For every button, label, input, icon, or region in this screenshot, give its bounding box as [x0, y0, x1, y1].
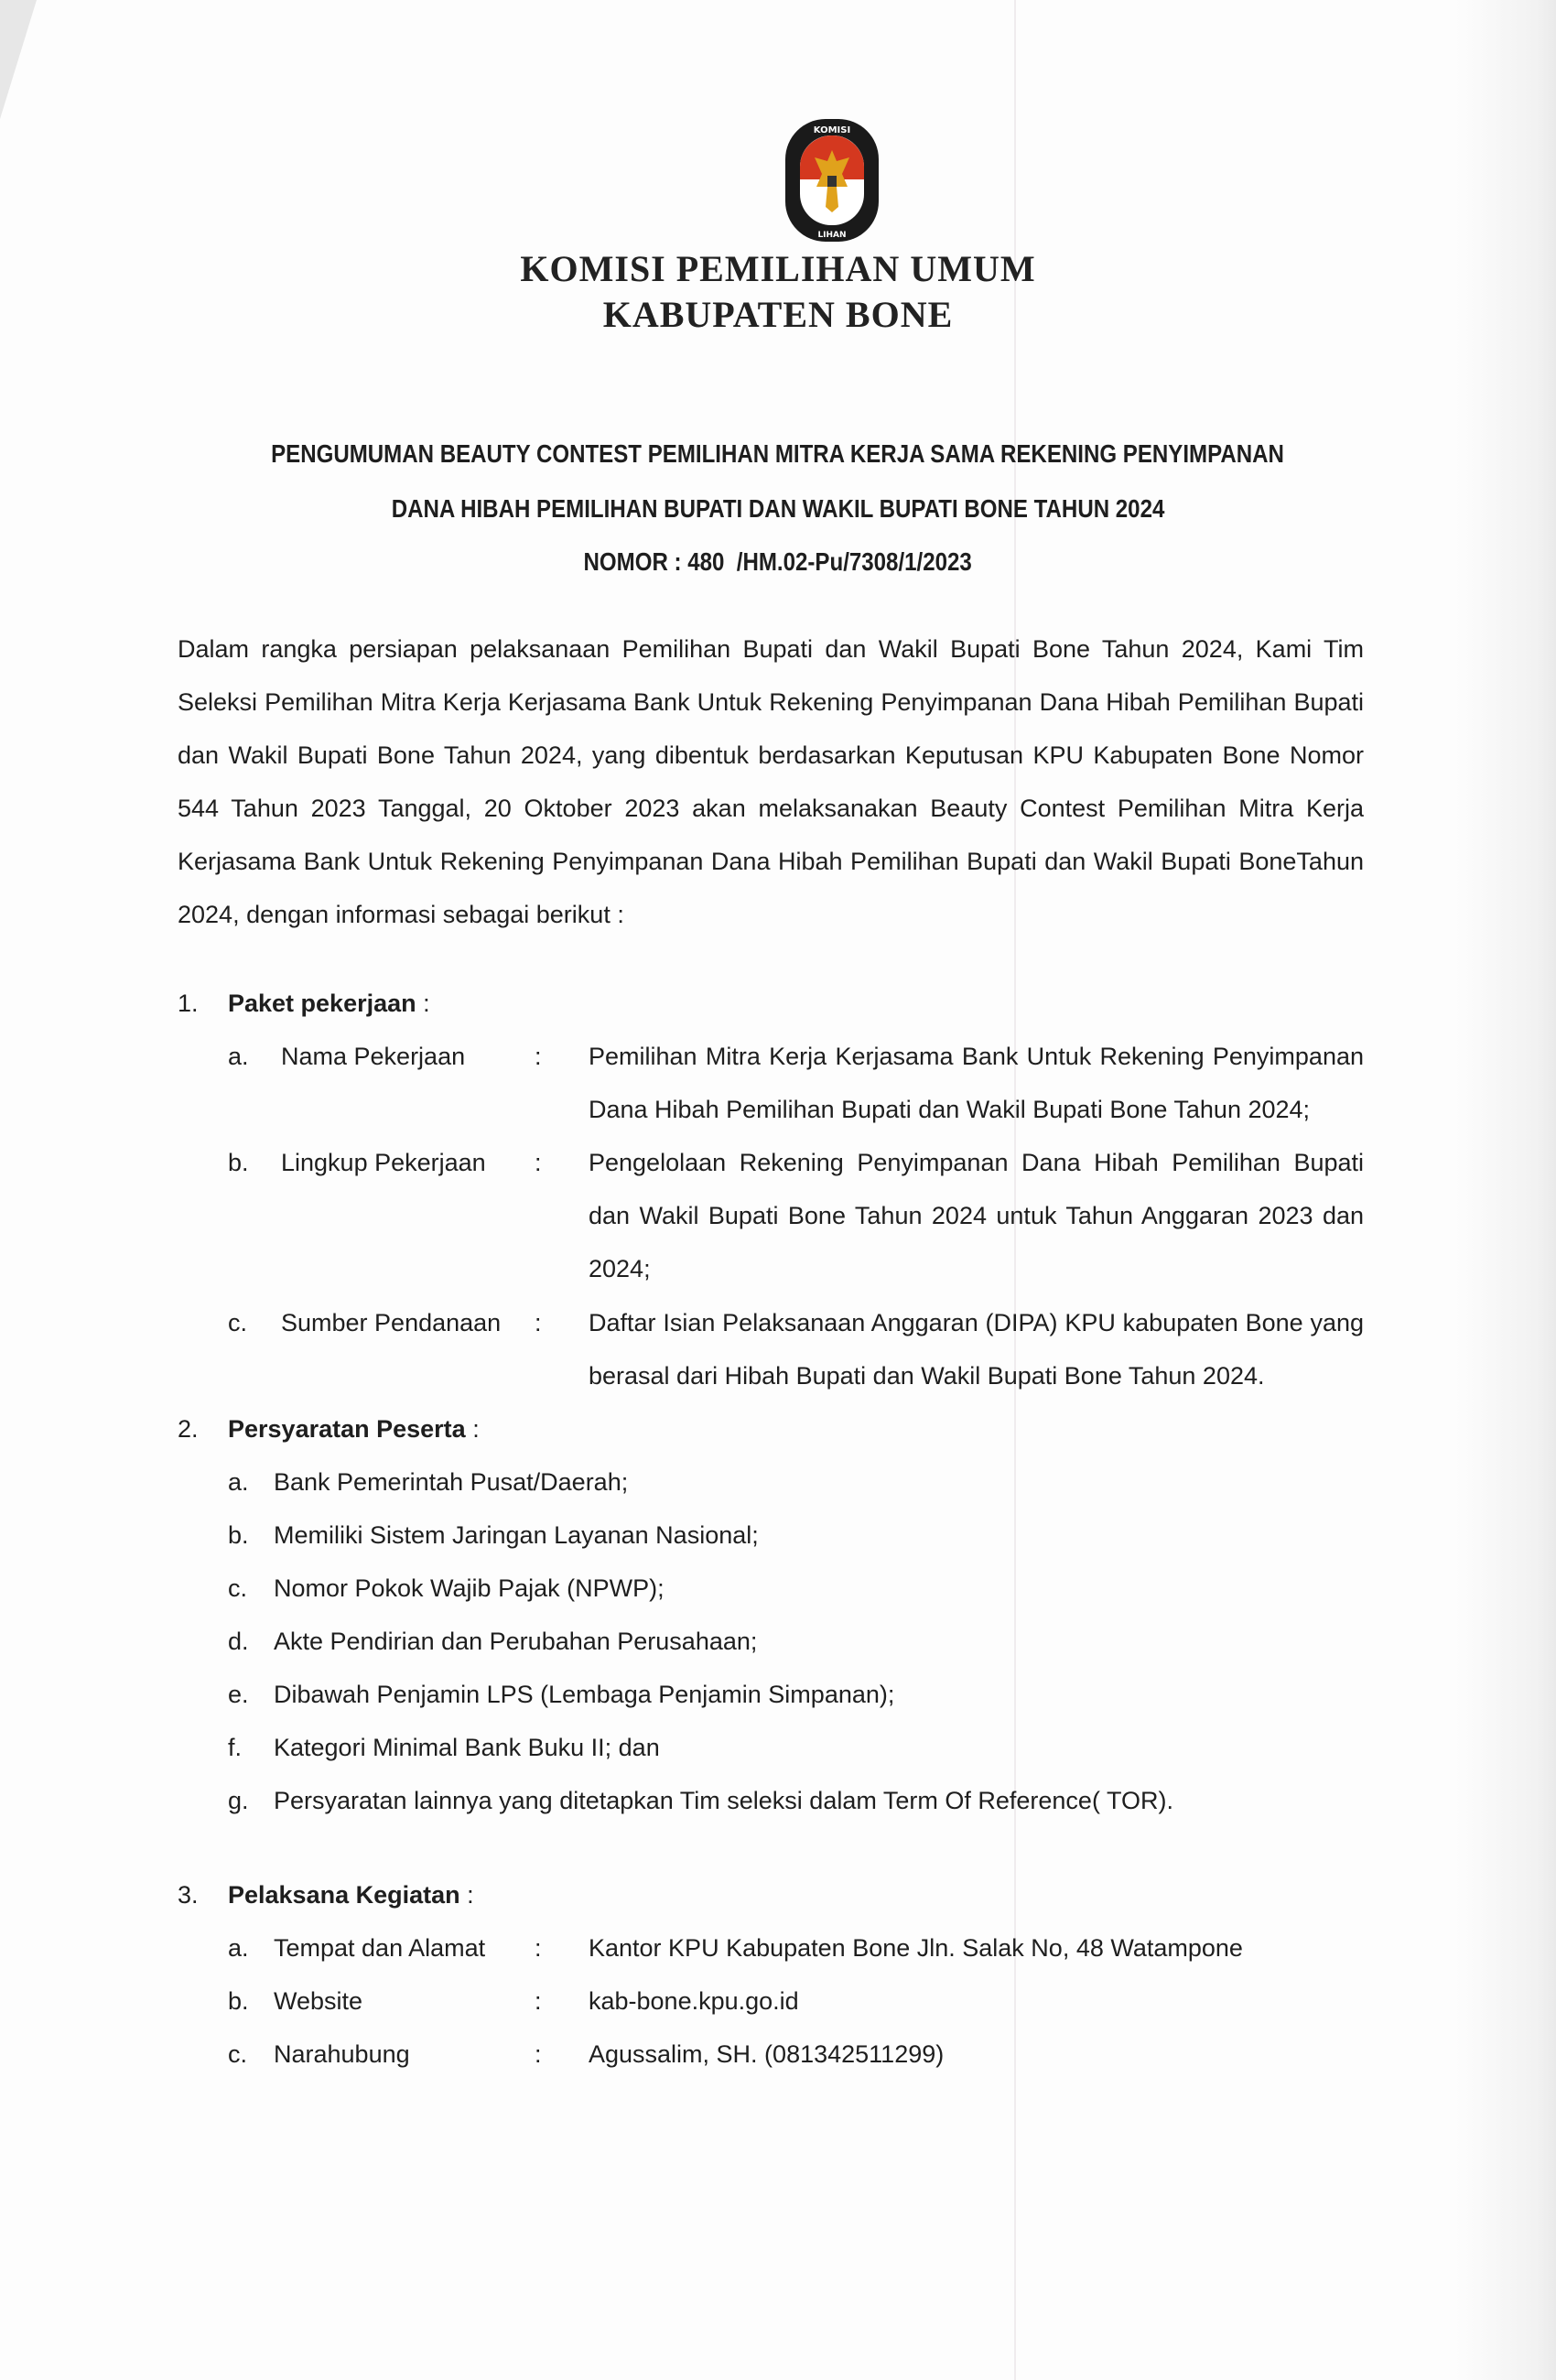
item-label: Sumber Pendanaan [281, 1309, 502, 1336]
item-letter: c. [228, 1309, 248, 1336]
section-number: 3. [178, 1881, 199, 1909]
org-name: KOMISI PEMILIHAN UMUM [520, 248, 1036, 289]
item-letter: e. [228, 1681, 249, 1708]
section-title: Pelaksana Kegiatan : [228, 1881, 474, 1909]
requirement-item: Kategori Minimal Bank Buku II; dan [274, 1734, 660, 1761]
item-colon: : [535, 1043, 542, 1070]
value-line: Daftar Isian Pelaksanaan Anggaran (DIPA) KPU kabupaten Bone yang [589, 1309, 1364, 1336]
website-value: kab-bone.kpu.go.id [589, 1987, 799, 2015]
item-value [589, 1147, 1364, 1306]
intro-line: 544 Tahun 2023 Tanggal, 20 Oktober 2023 akan melaksanakan Beauty Contest Pemilihan Mitra Kerja [178, 795, 1364, 822]
item-value [589, 1307, 1364, 1413]
announcement-title-2: DANA HIBAH PEMILIHAN BUPATI DAN WAKIL BUPATI BONE TAHUN 2024 [391, 494, 1165, 523]
section-number: 1. [178, 990, 199, 1017]
item-letter: a. [228, 1468, 249, 1496]
item-label: Lingkup Pekerjaan [281, 1149, 486, 1176]
intro-line: 2024, dengan informasi sebagai berikut : [178, 901, 624, 928]
item-letter: d. [228, 1628, 249, 1655]
intro-line: Dalam rangka persiapan pelaksanaan Pemilihan Bupati dan Wakil Bupati Bone Tahun 2024, Kami Tim [178, 635, 1364, 663]
item-letter: b. [228, 1521, 249, 1549]
item-letter: f. [228, 1734, 243, 1761]
announcement-number: NOMOR : 480 /HM.02-Pu/7308/1/2023 [583, 547, 973, 576]
requirement-item: Persyaratan lainnya yang ditetapkan Tim seleksi dalam Term Of Reference( TOR). [274, 1787, 1173, 1814]
value-line: dan Wakil Bupati Bone Tahun 2024 untuk Tahun Anggaran 2023 dan [589, 1202, 1364, 1229]
scan-edge [1455, 0, 1556, 2380]
item-colon: : [535, 1934, 542, 1962]
announcement-title-1: PENGUMUMAN BEAUTY CONTEST PEMILIHAN MITRA KERJA SAMA REKENING PENYIMPANAN [271, 439, 1285, 468]
requirement-item: Bank Pemerintah Pusat/Daerah; [274, 1468, 629, 1496]
intro-line: Kerjasama Bank Untuk Rekening Penyimpanan Dana Hibah Pemilihan Bupati dan Wakil Bupati BoneTahun [178, 848, 1364, 875]
value-line: berasal dari Hibah Bupati dan Wakil Bupati Bone Tahun 2024. [589, 1362, 1265, 1390]
intro-line: dan Wakil Bupati Bone Tahun 2024, yang dibentuk berdasarkan Keputusan KPU Kabupaten Bone Nomor [178, 741, 1364, 769]
item-letter: a. [228, 1043, 249, 1070]
value-line: Pemilihan Mitra Kerja Kerjasama Bank Untuk Rekening Penyimpanan [589, 1043, 1364, 1070]
item-label: Narahubung [274, 2040, 410, 2068]
item-colon: : [535, 2040, 542, 2068]
section-number: 2. [178, 1415, 199, 1443]
kpu-logo [780, 117, 884, 243]
item-colon: : [535, 1987, 542, 2015]
intro-paragraph [178, 622, 1364, 941]
requirement-item: Memiliki Sistem Jaringan Layanan Nasional; [274, 1521, 759, 1549]
intro-line: Seleksi Pemilihan Mitra Kerja Kerjasama Bank Untuk Rekening Penyimpanan Dana Hibah Pemilihan Bupati [178, 688, 1364, 716]
svg-text:LIHAN: LIHAN [817, 231, 847, 240]
item-letter: b. [228, 1987, 249, 2015]
requirement-item: Akte Pendirian dan Perubahan Perusahaan; [274, 1628, 758, 1655]
item-label: Tempat dan Alamat [274, 1934, 486, 1962]
org-region: KABUPATEN BONE [602, 294, 954, 335]
requirement-item: Nomor Pokok Wajib Pajak (NPWP); [274, 1574, 665, 1602]
item-value [589, 1041, 1364, 1147]
address-value: Kantor KPU Kabupaten Bone Jln. Salak No, 48 Watampone [589, 1934, 1243, 1962]
requirement-item: Dibawah Penjamin LPS (Lembaga Penjamin Simpanan); [274, 1681, 895, 1708]
item-colon: : [535, 1309, 542, 1336]
section-title: Persyaratan Peserta : [228, 1415, 480, 1443]
item-letter: a. [228, 1934, 249, 1962]
item-label: Nama Pekerjaan [281, 1043, 466, 1070]
section-title: Paket pekerjaan : [228, 990, 430, 1017]
item-letter: g. [228, 1787, 249, 1814]
item-letter: c. [228, 1574, 248, 1602]
value-line: Pengelolaan Rekening Penyimpanan Dana Hibah Pemilihan Bupati [589, 1149, 1364, 1176]
contact-value: Agussalim, SH. (081342511299) [589, 2040, 945, 2068]
value-line: Dana Hibah Pemilihan Bupati dan Wakil Bupati Bone Tahun 2024; [589, 1096, 1311, 1123]
svg-text:KOMISI: KOMISI [813, 125, 851, 135]
item-colon: : [535, 1149, 542, 1176]
scan-shadow [0, 0, 37, 119]
item-letter: b. [228, 1149, 249, 1176]
item-label: Website [274, 1987, 363, 2015]
item-letter: c. [228, 2040, 248, 2068]
value-line: 2024; [589, 1255, 651, 1282]
